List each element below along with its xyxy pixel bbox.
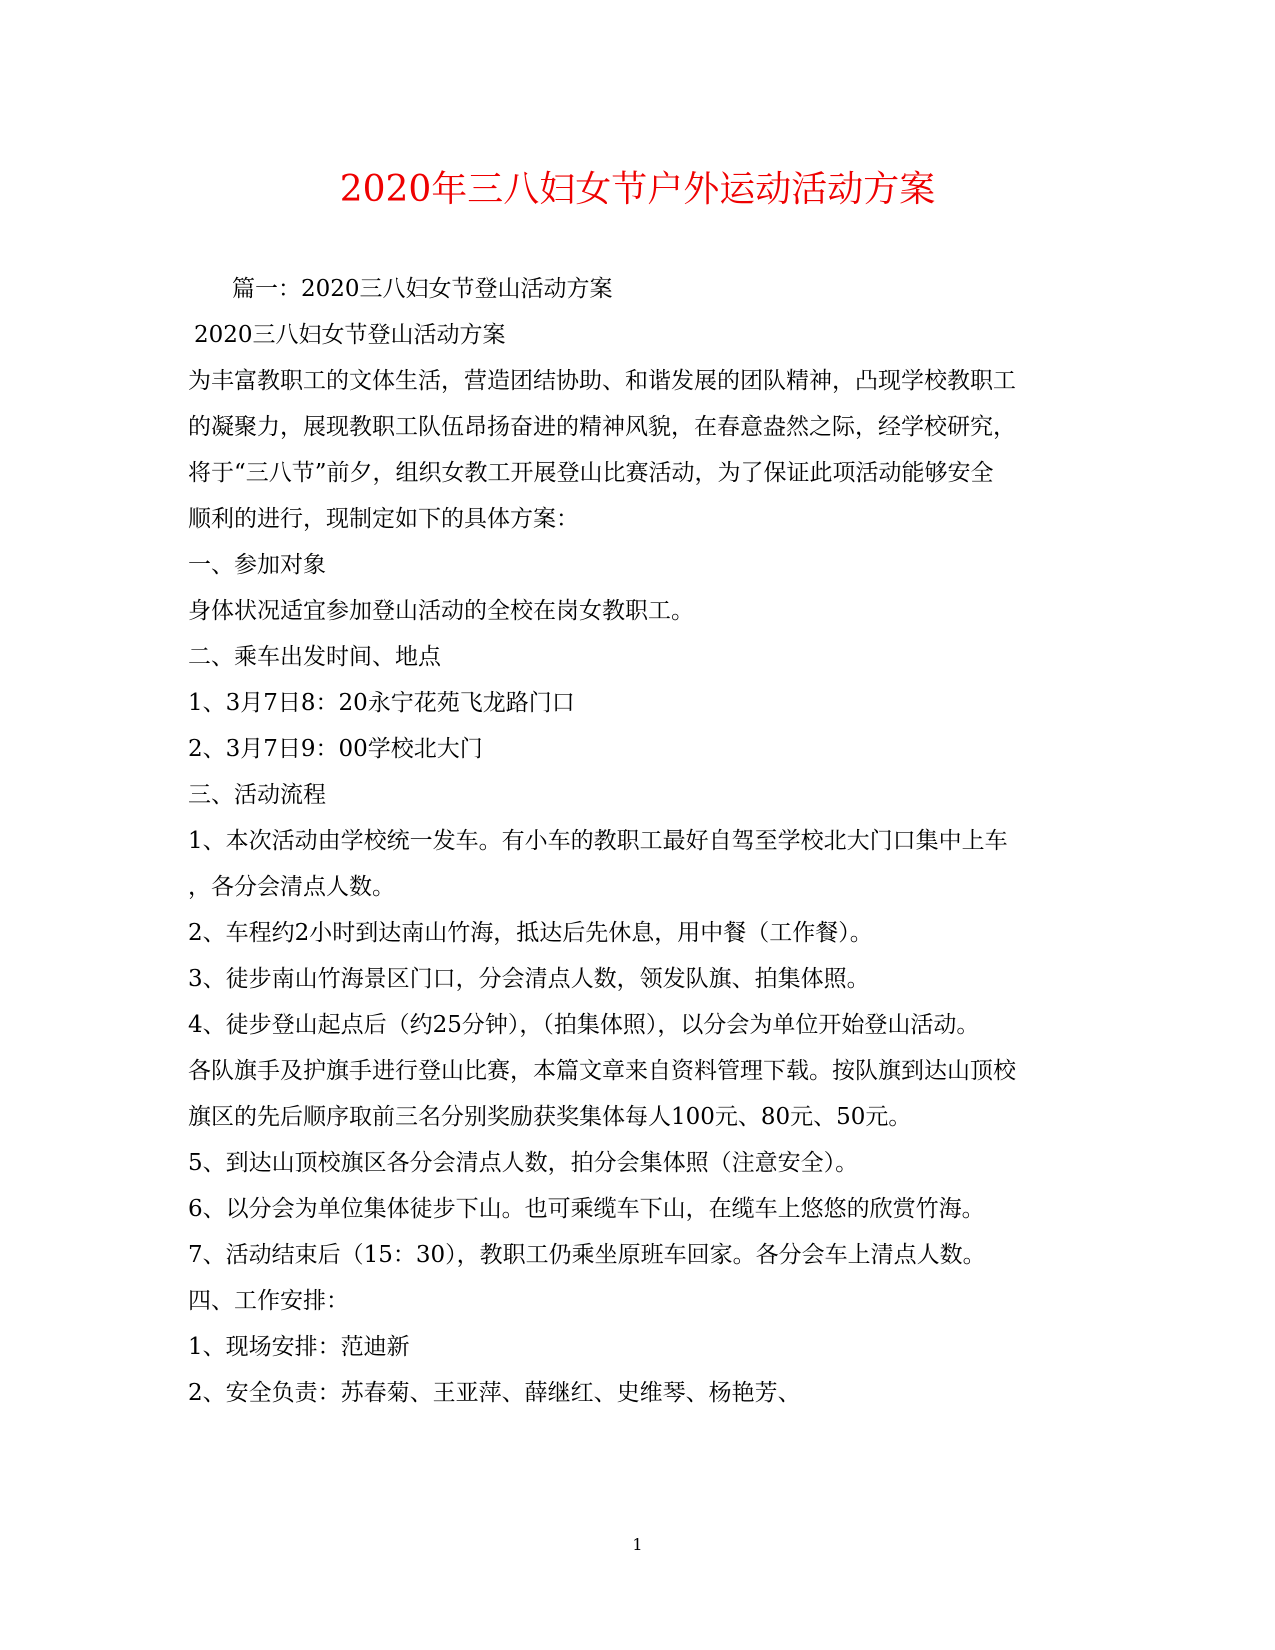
body-line: 5、到达山顶校旗区各分会清点人数，拍分会集体照（注意安全）。 [188,1150,859,1176]
body-line: 的凝聚力，展现教职工队伍昂扬奋进的精神风貌，在春意盎然之际，经学校研究， [188,414,1016,440]
body-line: 旗区的先后顺序取前三名分别奖励获奖集体每人100元、80元、50元。 [188,1104,912,1130]
body-line: 6、以分会为单位集体徒步下山。也可乘缆车下山，在缆车上悠悠的欣赏竹海。 [188,1196,985,1222]
body-line: 1、本次活动由学校统一发车。有小车的教职工最好自驾至学校北大门口集中上车 [188,828,1008,854]
body-line: 2、安全负责：苏春菊、王亚萍、薛继红、史维琴、杨艳芳、 [188,1380,801,1406]
body-line: 2、3月7日9：00学校北大门 [188,736,483,762]
body-line: 二、乘车出发时间、地点 [188,644,441,670]
body-line: 一、参加对象 [188,552,326,578]
body-line: 1、3月7日8：20永宁花苑飞龙路门口 [188,690,575,716]
subtitle: 2020三八妇女节登山活动方案 [194,322,506,348]
body-line: 4、徒步登山起点后（约25分钟），（拍集体照），以分会为单位开始登山活动。 [188,1012,980,1038]
body-line: 身体状况适宜参加登山活动的全校在岗女教职工。 [188,598,694,624]
body-line: 四、工作安排： [188,1288,349,1314]
body-line: 顺利的进行，现制定如下的具体方案： [188,506,579,532]
document-title: 2020年三八妇女节户外运动活动方案 [339,169,936,210]
page-number: 1 [632,1535,643,1554]
body-line: 3、徒步南山竹海景区门口，分会清点人数，领发队旗、拍集体照。 [188,966,870,992]
body-line: 1、现场安排：范迪新 [188,1334,410,1360]
body-line: 7、活动结束后（15：30），教职工仍乘坐原班车回家。各分会车上清点人数。 [188,1242,986,1268]
body-line: 各队旗手及护旗手进行登山比赛，本篇文章来自资料管理下载。按队旗到达山顶校 [188,1058,1016,1084]
body-line: 2、车程约2小时到达南山竹海，抵达后先休息，用中餐（工作餐）。 [188,920,873,946]
body-line: 为丰富教职工的文体生活，营造团结协助、和谐发展的团队精神，凸现学校教职工 [188,368,1016,394]
body-line: 将于“三八节”前夕，组织女教工开展登山比赛活动，为了保证此项活动能够安全 [188,460,994,486]
body-line: ，各分会清点人数。 [188,874,395,900]
section-heading: 篇一：2020三八妇女节登山活动方案 [232,276,613,302]
body-line: 三、活动流程 [188,782,326,808]
